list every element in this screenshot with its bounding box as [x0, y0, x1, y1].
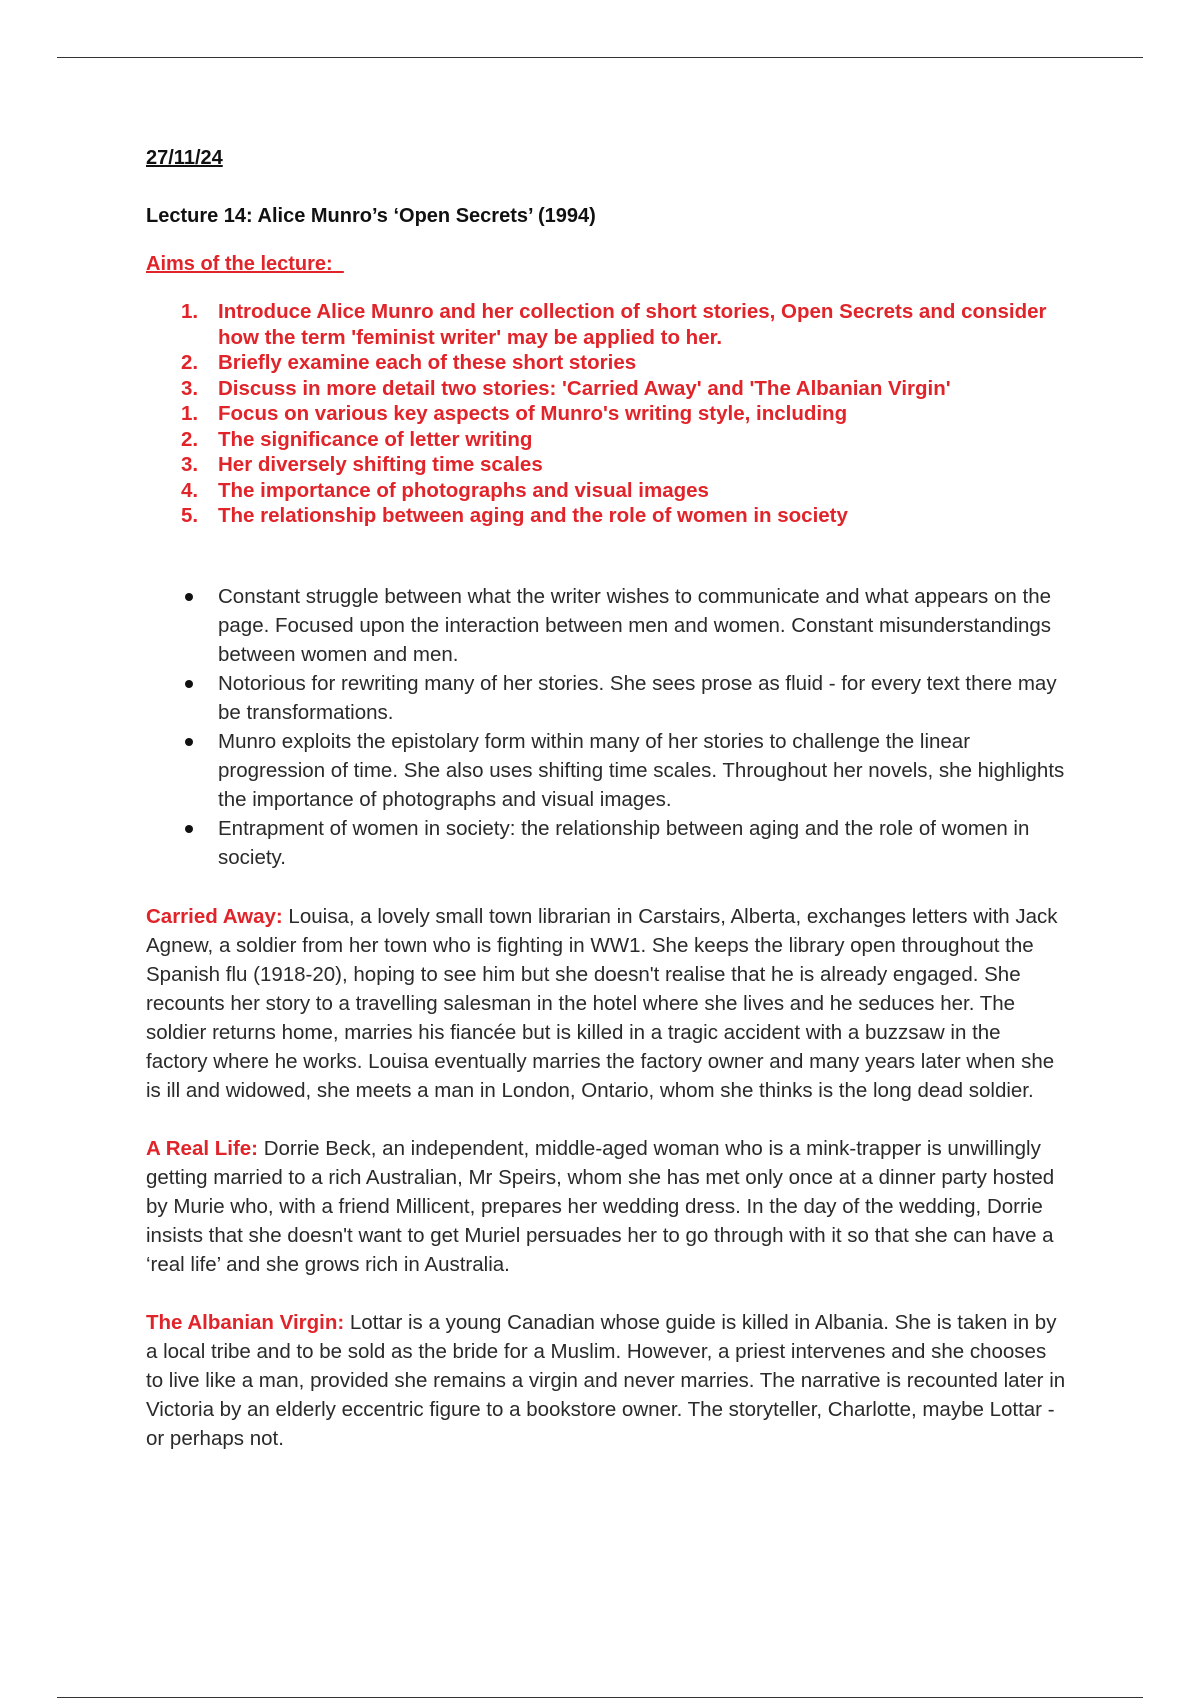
aims-item	[146, 350, 1066, 376]
aims-item	[146, 401, 1066, 427]
story-label: Carried Away:	[146, 904, 283, 928]
aims-item-text: Focus on various key aspects of Munro's writing style, including	[218, 402, 848, 425]
aims-item	[146, 478, 1066, 504]
aims-item-text: The relationship between aging and the role of women in society	[218, 504, 848, 527]
aims-item-text: Briefly examine each of these short stories	[218, 351, 637, 374]
lecture-title: Lecture 14: Alice Munro’s ‘Open Secrets’ (1994)	[146, 205, 596, 227]
story-albanian-virgin	[146, 1308, 1066, 1453]
bullet-icon	[185, 825, 193, 833]
lecture-date: 27/11/24	[146, 147, 223, 169]
aims-item-number: 3.	[181, 376, 199, 400]
aims-item-number: 4.	[181, 478, 199, 502]
aims-item-text: Discuss in more detail two stories: 'Carried Away' and 'The Albanian Virgin'	[218, 376, 951, 400]
story-summary: Louisa, a lovely small town librarian in Carstairs, Alberta, exchanges letters with Jack Agnew, a soldier from her town who is fighting in WW1. She keeps the library open throughout the Spanish flu (1918-20), hoping to see him but she doesn't realise that he is already engaged. She recounts her story to a travelling salesman in the hotel where she lives and he seduces her. The soldier returns home, marries his fiancée but is killed in a tragic accident with a buzzsaw in the factory where he works. Louisa eventually marries the factory owner and many years later when she is ill and widowed, she meets a man in London, Ontario, whom she thinks is the long dead soldier.	[146, 904, 1058, 1102]
story-summary: Lottar is a young Canadian whose guide is killed in Albania. She is taken in by a local tribe and to be sold as the bride for a Muslim. However, a priest intervenes and she chooses to live like a man, provided she remains a virgin and never marries. The narrative is recounted later in Victoria by an elderly eccentric figure to a bookstore owner. The storyteller, Charlotte, maybe Lottar - or perhaps not.	[146, 1310, 1066, 1450]
note-item	[146, 582, 1066, 669]
aims-item-number: 2.	[181, 351, 199, 374]
note-item	[146, 669, 1066, 727]
bullet-icon	[185, 593, 193, 601]
note-text: Constant struggle between what the writer wishes to communicate and what appears on the page. Focused upon the interaction between men and women. Constant misunderstandings between women and men.	[218, 584, 1052, 666]
aims-item-number: 2.	[181, 427, 199, 451]
aims-item-number: 5.	[181, 504, 199, 527]
note-text: Munro exploits the epistolary form within many of her stories to challenge the linear progression of time. She also uses shifting time scales. Throughout her novels, she highlights the importance of photographs and visual images.	[218, 729, 1065, 811]
note-item	[146, 814, 1066, 872]
aims-item-number: 1.	[181, 300, 199, 323]
top-rule	[57, 57, 1143, 58]
aims-item-number: 1.	[181, 402, 199, 425]
note-text: Entrapment of women in society: the relationship between aging and the role of women in society.	[218, 816, 1030, 869]
story-a-real-life	[146, 1134, 1066, 1279]
aims-item	[146, 427, 1066, 453]
note-text: Notorious for rewriting many of her stories. She sees prose as fluid - for every text there may be transformations.	[218, 671, 1057, 724]
aims-item	[146, 376, 1066, 402]
story-label: The Albanian Virgin:	[146, 1310, 345, 1334]
aims-item	[146, 503, 1066, 529]
aims-item-text: Her diversely shifting time scales	[218, 453, 543, 476]
aims-item-text: The importance of photographs and visual images	[218, 478, 709, 502]
aims-heading: Aims of the lecture:	[146, 253, 344, 275]
aims-item	[146, 452, 1066, 478]
bullet-icon	[185, 680, 193, 688]
document-body	[146, 143, 1066, 1453]
bottom-rule	[57, 1697, 1143, 1698]
story-carried-away	[146, 902, 1066, 1105]
notes-list	[146, 582, 1066, 872]
aims-item	[146, 299, 1066, 350]
story-label: A Real Life:	[146, 1136, 259, 1160]
aims-item-number: 3.	[181, 453, 199, 476]
bullet-icon	[185, 738, 193, 746]
aims-item-text: The significance of letter writing	[218, 427, 533, 451]
aims-list	[146, 299, 1066, 529]
note-item	[146, 727, 1066, 814]
story-summary: Dorrie Beck, an independent, middle-aged woman who is a mink-trapper is unwillingly getting married to a rich Australian, Mr Speirs, whom she has met only once at a dinner party hosted by Murie who, with a friend Millicent, prepares her wedding dress. In the day of the wedding, Dorrie insists that she doesn't want to get Muriel persuades her to go through with it so that she can have a ‘real life’ and she grows rich in Australia.	[146, 1136, 1055, 1276]
aims-item-text: Introduce Alice Munro and her collection of short stories, Open Secrets and consider how the term 'feminist writer' may be applied to her.	[218, 300, 1047, 349]
